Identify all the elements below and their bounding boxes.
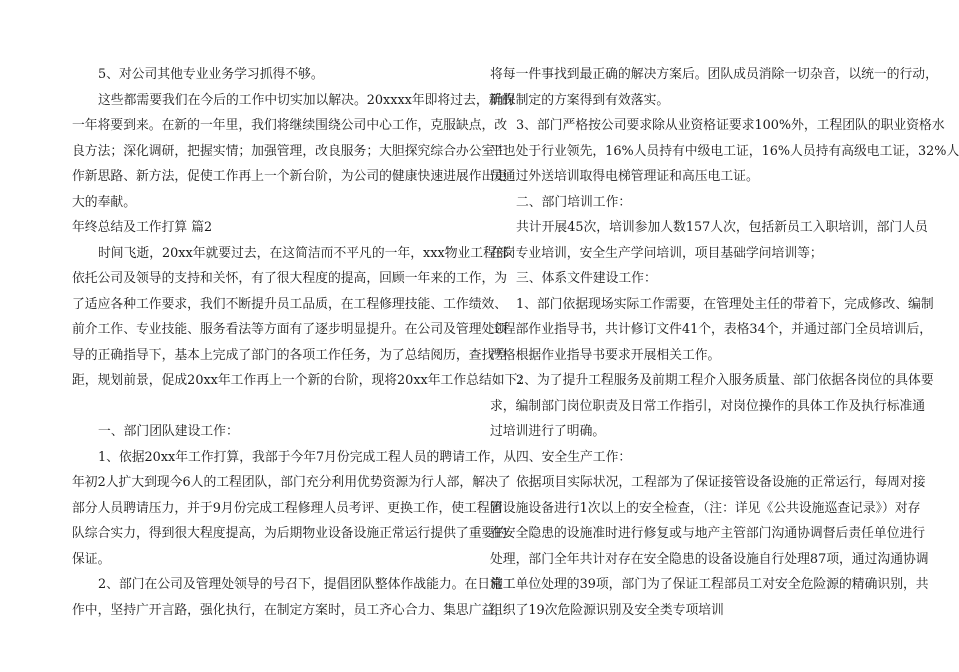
text-line: 将每一件事找到最正确的解决方案后。团队成员消除一切杂音，以统一的行动，	[490, 67, 938, 82]
text-line: 2、为了提升工程服务及前期工程介入服务质量、部门依据各岗位的具体要	[516, 373, 934, 388]
text-line: 四、安全生产工作：	[516, 449, 632, 465]
text-line: 年初2人扩大到现今6人的工程团队，部门充分利用优势资源为行人部，解决了	[72, 475, 511, 490]
text-line: 2、部门在公司及管理处领导的号召下，提倡团队整体作战能力。在日常工	[98, 577, 516, 592]
text-line: 员通过外送培训取得电梯管理证和高压电工证。	[490, 169, 759, 184]
text-line: 前介工作、专业技能、服务看法等方面有了逐步明显提升。在公司及管理处领	[72, 322, 508, 337]
text-line: 距，规划前景，促成20xx年工作再上一个新的台阶，现将20xx年工作总结如下：	[72, 373, 531, 388]
text-line: 依托公司及领导的支持和关怀，有了很大程度的提高，回顾一年来的工作，为	[72, 271, 508, 286]
text-line: 导的正确指导下，基本上完成了部门的各项工作任务，为了总结阅历，查找差	[72, 347, 508, 363]
text-line: 平也处于行业领先，16%人员持有中级电工证，16%人员持有高级电工证，32%人	[490, 143, 959, 159]
text-line: 作中，坚持广开言路，强化执行，在制定方案时，员工齐心合力、集思广益，	[72, 602, 508, 618]
left-text-column	[72, 62, 531, 623]
text-line: 确保制定的方案得到有效落实。	[490, 92, 670, 108]
text-line: 在安全隐患的设施准时进行修复或与地产主管部门沟通协调督后责任单位进行	[490, 526, 926, 541]
text-line: 处理，部门全年共计对存在安全隐患的设备设施自行处理87项，通过沟通协调	[490, 551, 929, 567]
text-line: 工程部作业指导书，共计修订文件41个，表格34个，并通过部门全员培训后，	[490, 322, 933, 337]
text-line: 时间飞逝，20xx年就要过去，在这简洁而不平凡的一年，xxx物业工程部	[98, 245, 509, 261]
text-line: 共计开展45次，培训参加人数157人次，包括新员工入职培训，部门人员	[516, 220, 928, 235]
text-line: 依据项目实际状况，工程部为了保证接管设备设施的正常运行，每周对接	[516, 475, 926, 490]
text-line: 过培训进行了明确。	[490, 424, 606, 439]
text-line: 年终总结及工作打算 篇2	[72, 220, 213, 235]
text-line: 一、部门团队建设工作：	[98, 424, 239, 439]
text-line: 1、部门依据现场实际工作需要，在管理处主任的带着下，完成修改、编制	[516, 296, 934, 312]
text-line: 大的奉献。	[72, 194, 136, 210]
text-line: 三、体系文件建设工作：	[516, 271, 657, 286]
text-line: 求，编制部门岗位职责及日常工作指引，对岗位操作的具体工作及执行标准通	[490, 398, 926, 414]
text-line: 部分人员聘请压力，并于9月份完成工程修理人员考评、更换工作，使工程团	[72, 500, 503, 516]
blank-line	[72, 394, 456, 420]
text-line: 严格根据作业指导书要求开展相关工作。	[490, 347, 721, 363]
text-line: 管设施设备进行1次以上的安全检查，（注：详见《公共设施巡查记录》）对存	[490, 500, 921, 516]
text-line: 队综合实力，得到很大程度提高，为后期物业设备设施正常运行提供了重要的	[72, 526, 508, 541]
text-line: 在岗专业培训，安全生产学问培训，项目基础学问培训等；	[490, 245, 823, 261]
text-line: 1、依据20xx年工作打算，我部于今年7月份完成工程人员的聘请工作，从	[98, 449, 517, 465]
text-line: 施工单位处理的39项，部门为了保证工程部员工对安全危险源的精确识别，共	[490, 577, 929, 592]
text-line: 保证。	[72, 551, 111, 567]
text-line: 了适应各种工作要求，我们不断提升员工品质，在工程修理技能、工作绩效、	[72, 296, 508, 312]
text-line: 良方法；深化调研，把握实情；加强管理，改良服务；大胆探究综合办公室工	[72, 143, 508, 159]
text-line: 组织了19次危险源识别及安全类专项培训	[490, 602, 724, 618]
text-line: 5、对公司其他专业业务学习抓得不够。	[98, 67, 324, 82]
text-line: 作新思路、新方法，促使工作再上一个新台阶，为公司的健康快速进展作出更	[72, 169, 508, 184]
text-line: 二、部门培训工作：	[516, 194, 632, 210]
text-line: 3、部门严格按公司要求除从业资格证要求100%外，工程团队的职业资格水	[516, 118, 945, 133]
text-line: 一年将要到来。在新的一年里，我们将继续围绕公司中心工作，克服缺点，改	[72, 118, 508, 133]
text-line: 这些都需要我们在今后的工作中切实加以解决。20xxxx年即将过去，新的	[98, 92, 515, 108]
right-text-column	[490, 62, 959, 623]
